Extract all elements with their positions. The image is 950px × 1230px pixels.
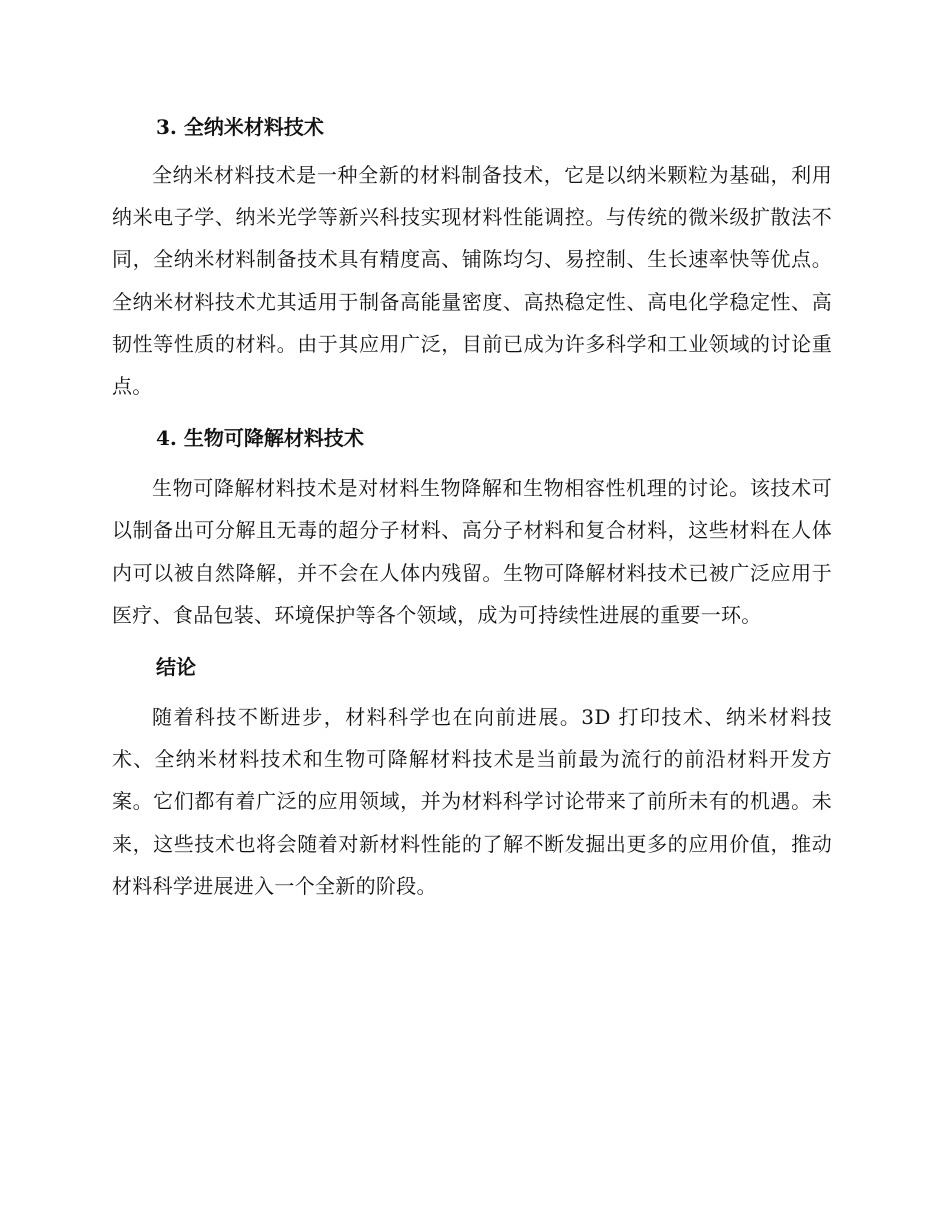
section-paragraph-conclusion: 随着科技不断进步，材料科学也在向前进展。3D 打印技术、纳米材料技术、全纳米材料技术和生物可降解材料技术是当前最为流行的前沿材料开发方案。它们都有着广泛的应用领域，并为材料科学讨论带来了前所未有的机遇。未来，这些技术也将会随着对新材料性能的了解不断发掘出更多的应用价值，推动材料科学进展进入一个全新的阶段。 xyxy=(112,705,832,898)
section-paragraph-nano-materials: 全纳米材料技术是一种全新的材料制备技术，它是以纳米颗粒为基础，利用纳米电子学、纳米光学等新兴科技实现材料性能调控。与传统的微米级扩散法不同，全纳米材料制备技术具有精度高、铺陈均匀、易控制、生长速率快等优点。全纳米材料技术尤其适用于制备高能量密度、高热稳定性、高电化学稳定性、高韧性等性质的材料。由于其应用广泛，目前已成为许多科学和工业领域的讨论重点。 xyxy=(112,163,832,399)
document-body xyxy=(112,110,832,907)
section-heading-conclusion: 结论 xyxy=(156,655,196,680)
section-heading-biodegradable-materials: 4. 生物可降解材料技术 xyxy=(156,426,364,451)
section-paragraph-biodegradable-materials: 生物可降解材料技术是对材料生物降解和生物相容性机理的讨论。该技术可以制备出可分解且无毒的超分子材料、高分子材料和复合材料，这些材料在人体内可以被自然降解，并不会在人体内残留。生物可降解材料技术已被广泛应用于医疗、食品包装、环境保护等各个领域，成为可持续性进展的重要一环。 xyxy=(112,476,832,627)
section-heading-nano-materials: 3. 全纳米材料技术 xyxy=(156,115,324,139)
